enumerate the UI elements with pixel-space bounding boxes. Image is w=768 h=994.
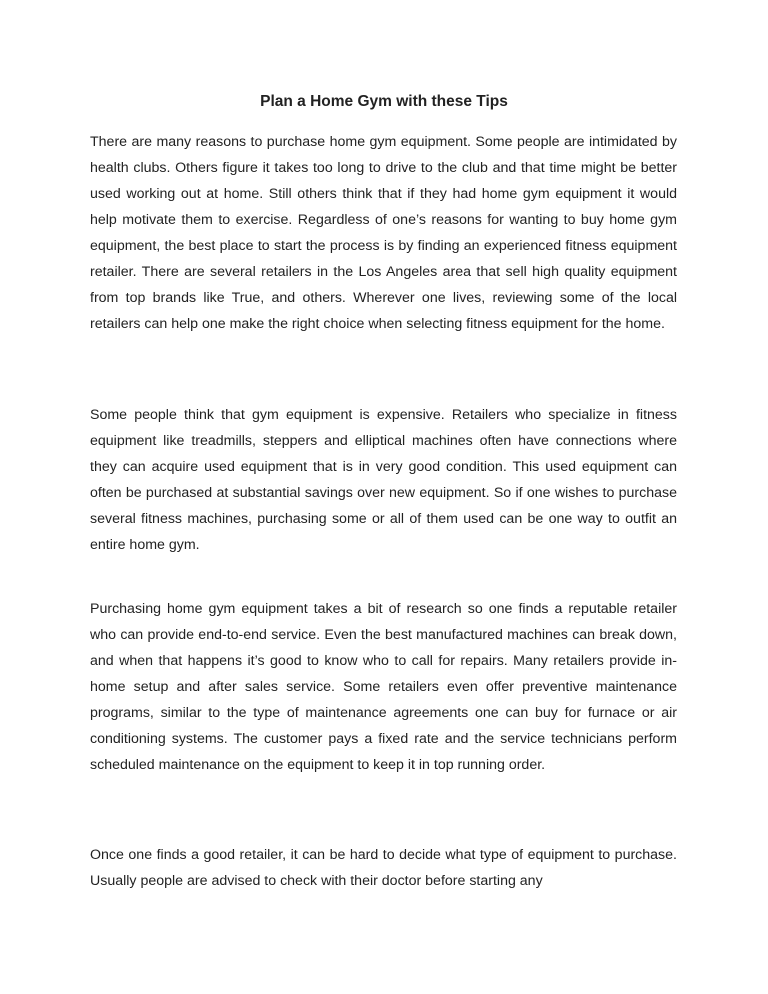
document-title: Plan a Home Gym with these Tips (260, 93, 508, 110)
paragraph-1: There are many reasons to purchase home gym equipment. Some people are intimidated by health clubs. Others figure it takes too long to drive to the club and that time might be better used working out at home. Still others think that if they had home gym equipment it would help motivate them to exercise. Regardless of one’s reasons for wanting to buy home gym equipment, the best place to start the process is by finding an experienced fitness equipment retailer. There are several retailers in the Los Angeles area that sell high quality equipment from top brands like True, and others. Wherever one lives, reviewing some of the local retailers can help one make the right choice when selecting fitness equipment for the home. (90, 134, 677, 332)
paragraph-2: Some people think that gym equipment is expensive. Retailers who specialize in fitness equipment like treadmills, steppers and elliptical machines often have connections where they can acquire used equipment that is in very good condition. This used equipment can often be purchased at substantial savings over new equipment. So if one wishes to purchase several fitness machines, purchasing some or all of them used can be one way to outfit an entire home gym. (90, 407, 677, 553)
paragraph-3: Purchasing home gym equipment takes a bit of research so one finds a reputable retailer who can provide end-to-end service. Even the best manufactured machines can break down, and when that happens it’s good to know who to call for repairs. Many retailers provide in-home setup and after sales service. Some retailers even offer preventive maintenance programs, similar to the type of maintenance agreements one can buy for furnace or air conditioning systems. The customer pays a fixed rate and the service technicians perform scheduled maintenance on the equipment to keep it in top running order. (90, 601, 677, 773)
paragraph-4: Once one finds a good retailer, it can be hard to decide what type of equipment to purchase. Usually people are advised to check with their doctor before starting any (90, 847, 677, 889)
